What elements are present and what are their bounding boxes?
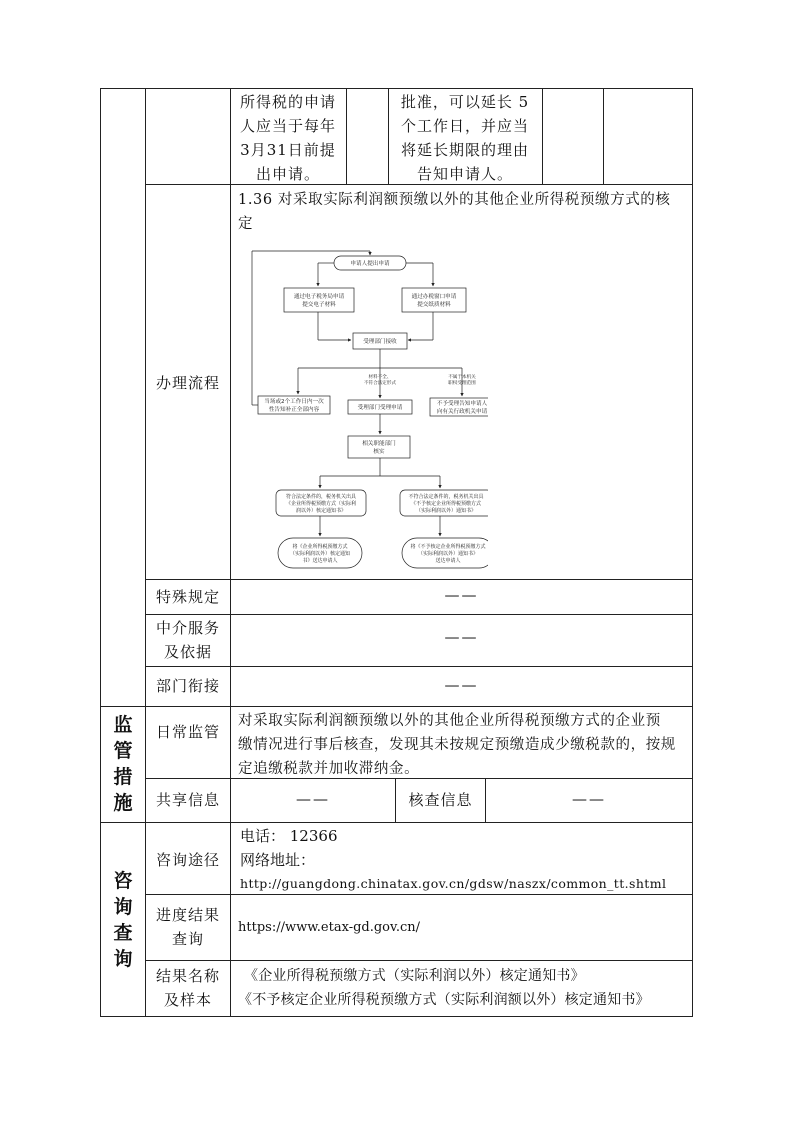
special-label: 特殊规定 — [155, 588, 220, 606]
svg-text:（实际利润以外）核定通知: （实际利润以外）核定通知 — [289, 551, 351, 557]
top-cell-a: 所得税的申请 人应当于每年 3月31日前提 出申请。 — [239, 93, 336, 183]
svg-text:润以外）核定通知书》: 润以外）核定通知书》 — [295, 508, 347, 514]
svg-text:材料不全、: 材料不全、 — [368, 375, 392, 380]
svg-text:通过电子税务局申请: 通过电子税务局申请 — [293, 294, 345, 300]
intermediary-value: —— — [444, 628, 479, 646]
progress-url[interactable]: https://www.etax-gd.gov.cn/ — [238, 920, 420, 935]
process-label: 办理流程 — [155, 374, 220, 392]
svg-text:核实: 核实 — [373, 449, 385, 455]
check-info-label: 核查信息 — [408, 791, 473, 809]
svg-text:书》送达申请人: 书》送达申请人 — [302, 558, 338, 564]
consult-phone: 电话： 12366 — [240, 827, 338, 845]
daily-supervision-label: 日常监管 — [155, 723, 220, 741]
flow-start-text: 申请人提出申请 — [350, 261, 390, 267]
svg-text:受理部门受理申请: 受理部门受理申请 — [357, 405, 403, 411]
supervision-category: 监 管 措 施 — [113, 714, 133, 814]
svg-text:《不予核定企业所得税预缴方式: 《不予核定企业所得税预缴方式 — [410, 501, 482, 507]
svg-text:不符合法定形式: 不符合法定形式 — [363, 381, 397, 386]
share-info-label: 共享信息 — [155, 791, 220, 809]
top-cell-b: 批准，可以延长 5 个工作日，并应当 将延长期限的理由 告知申请人。 — [400, 93, 530, 183]
svg-text:（实际利润以外）通知书》: （实际利润以外）通知书》 — [415, 508, 477, 514]
consult-channel-label: 咨询途径 — [155, 851, 220, 869]
consult-web-label: 网络地址： — [240, 851, 316, 869]
process-flowchart — [248, 248, 488, 578]
consult-web-url[interactable]: http://guangdong.chinatax.gov.cn/gdsw/naszx/common_tt.shtml — [240, 876, 667, 891]
flow-right-submit-node — [402, 288, 466, 312]
svg-text:《企业所得税预缴方式（实际利: 《企业所得税预缴方式（实际利 — [285, 501, 357, 507]
dept-label: 部门衔接 — [155, 677, 220, 695]
svg-text:相关职能部门: 相关职能部门 — [362, 441, 396, 447]
intermediary-label: 中介服务 及依据 — [155, 619, 220, 661]
svg-text:不属于本机关: 不属于本机关 — [448, 375, 476, 380]
dept-value: —— — [444, 676, 479, 694]
flow-left-submit-node — [284, 288, 354, 312]
special-value: —— — [444, 586, 479, 604]
svg-text:职权受理范围: 职权受理范围 — [448, 381, 476, 386]
result-samples: 《企业所得税预缴方式（实际利润以外）核定通知书》 《不予核定企业所得税预缴方式（实际利润额以外）核定通知书》 — [238, 968, 650, 1008]
process-heading: 1.36 对采取实际利润额预缴以外的其他企业所得税预缴方式的核 定 — [238, 192, 671, 232]
svg-text:不予受理告知申请人: 不予受理告知申请人 — [436, 401, 488, 407]
svg-text:符合法定条件的，税务机关出具: 符合法定条件的，税务机关出具 — [285, 494, 357, 500]
svg-text:将《企业所得税预缴方式: 将《企业所得税预缴方式 — [292, 544, 348, 550]
share-info-value: —— — [296, 790, 330, 808]
svg-text:（实际利润以外）通知书》: （实际利润以外）通知书》 — [417, 551, 479, 557]
svg-text:送达申请人: 送达申请人 — [435, 558, 461, 564]
svg-text:不符合法定条件的，税务机关出具: 不符合法定条件的，税务机关出具 — [408, 494, 484, 500]
progress-label: 进度结果 查询 — [155, 906, 220, 948]
svg-text:通过办税窗口申请: 通过办税窗口申请 — [411, 294, 457, 300]
svg-text:将《不予核定企业所得税预缴方式: 将《不予核定企业所得税预缴方式 — [410, 544, 486, 550]
svg-text:提交纸质材料: 提交纸质材料 — [417, 302, 451, 308]
svg-text:提交电子材料: 提交电子材料 — [302, 302, 336, 308]
consult-category: 咨 询 查 询 — [113, 870, 133, 970]
svg-text:向有关行政机关申请: 向有关行政机关申请 — [436, 409, 488, 415]
svg-text:性告知补正全部内容: 性告知补正全部内容 — [268, 407, 320, 413]
svg-text:受理部门接收: 受理部门接收 — [363, 339, 397, 345]
svg-text:当场或2个工作日内一次: 当场或2个工作日内一次 — [264, 399, 324, 405]
check-info-value: —— — [572, 790, 606, 808]
daily-supervision-text: 对采取实际利润额预缴以外的其他企业所得税预缴方式的企业预 缴情况进行事后核查，发现其未按规定预缴造成少缴税款的，按规 定追缴税款并加收滞纳金。 — [238, 713, 676, 777]
result-label: 结果名称 及样本 — [155, 967, 220, 1009]
